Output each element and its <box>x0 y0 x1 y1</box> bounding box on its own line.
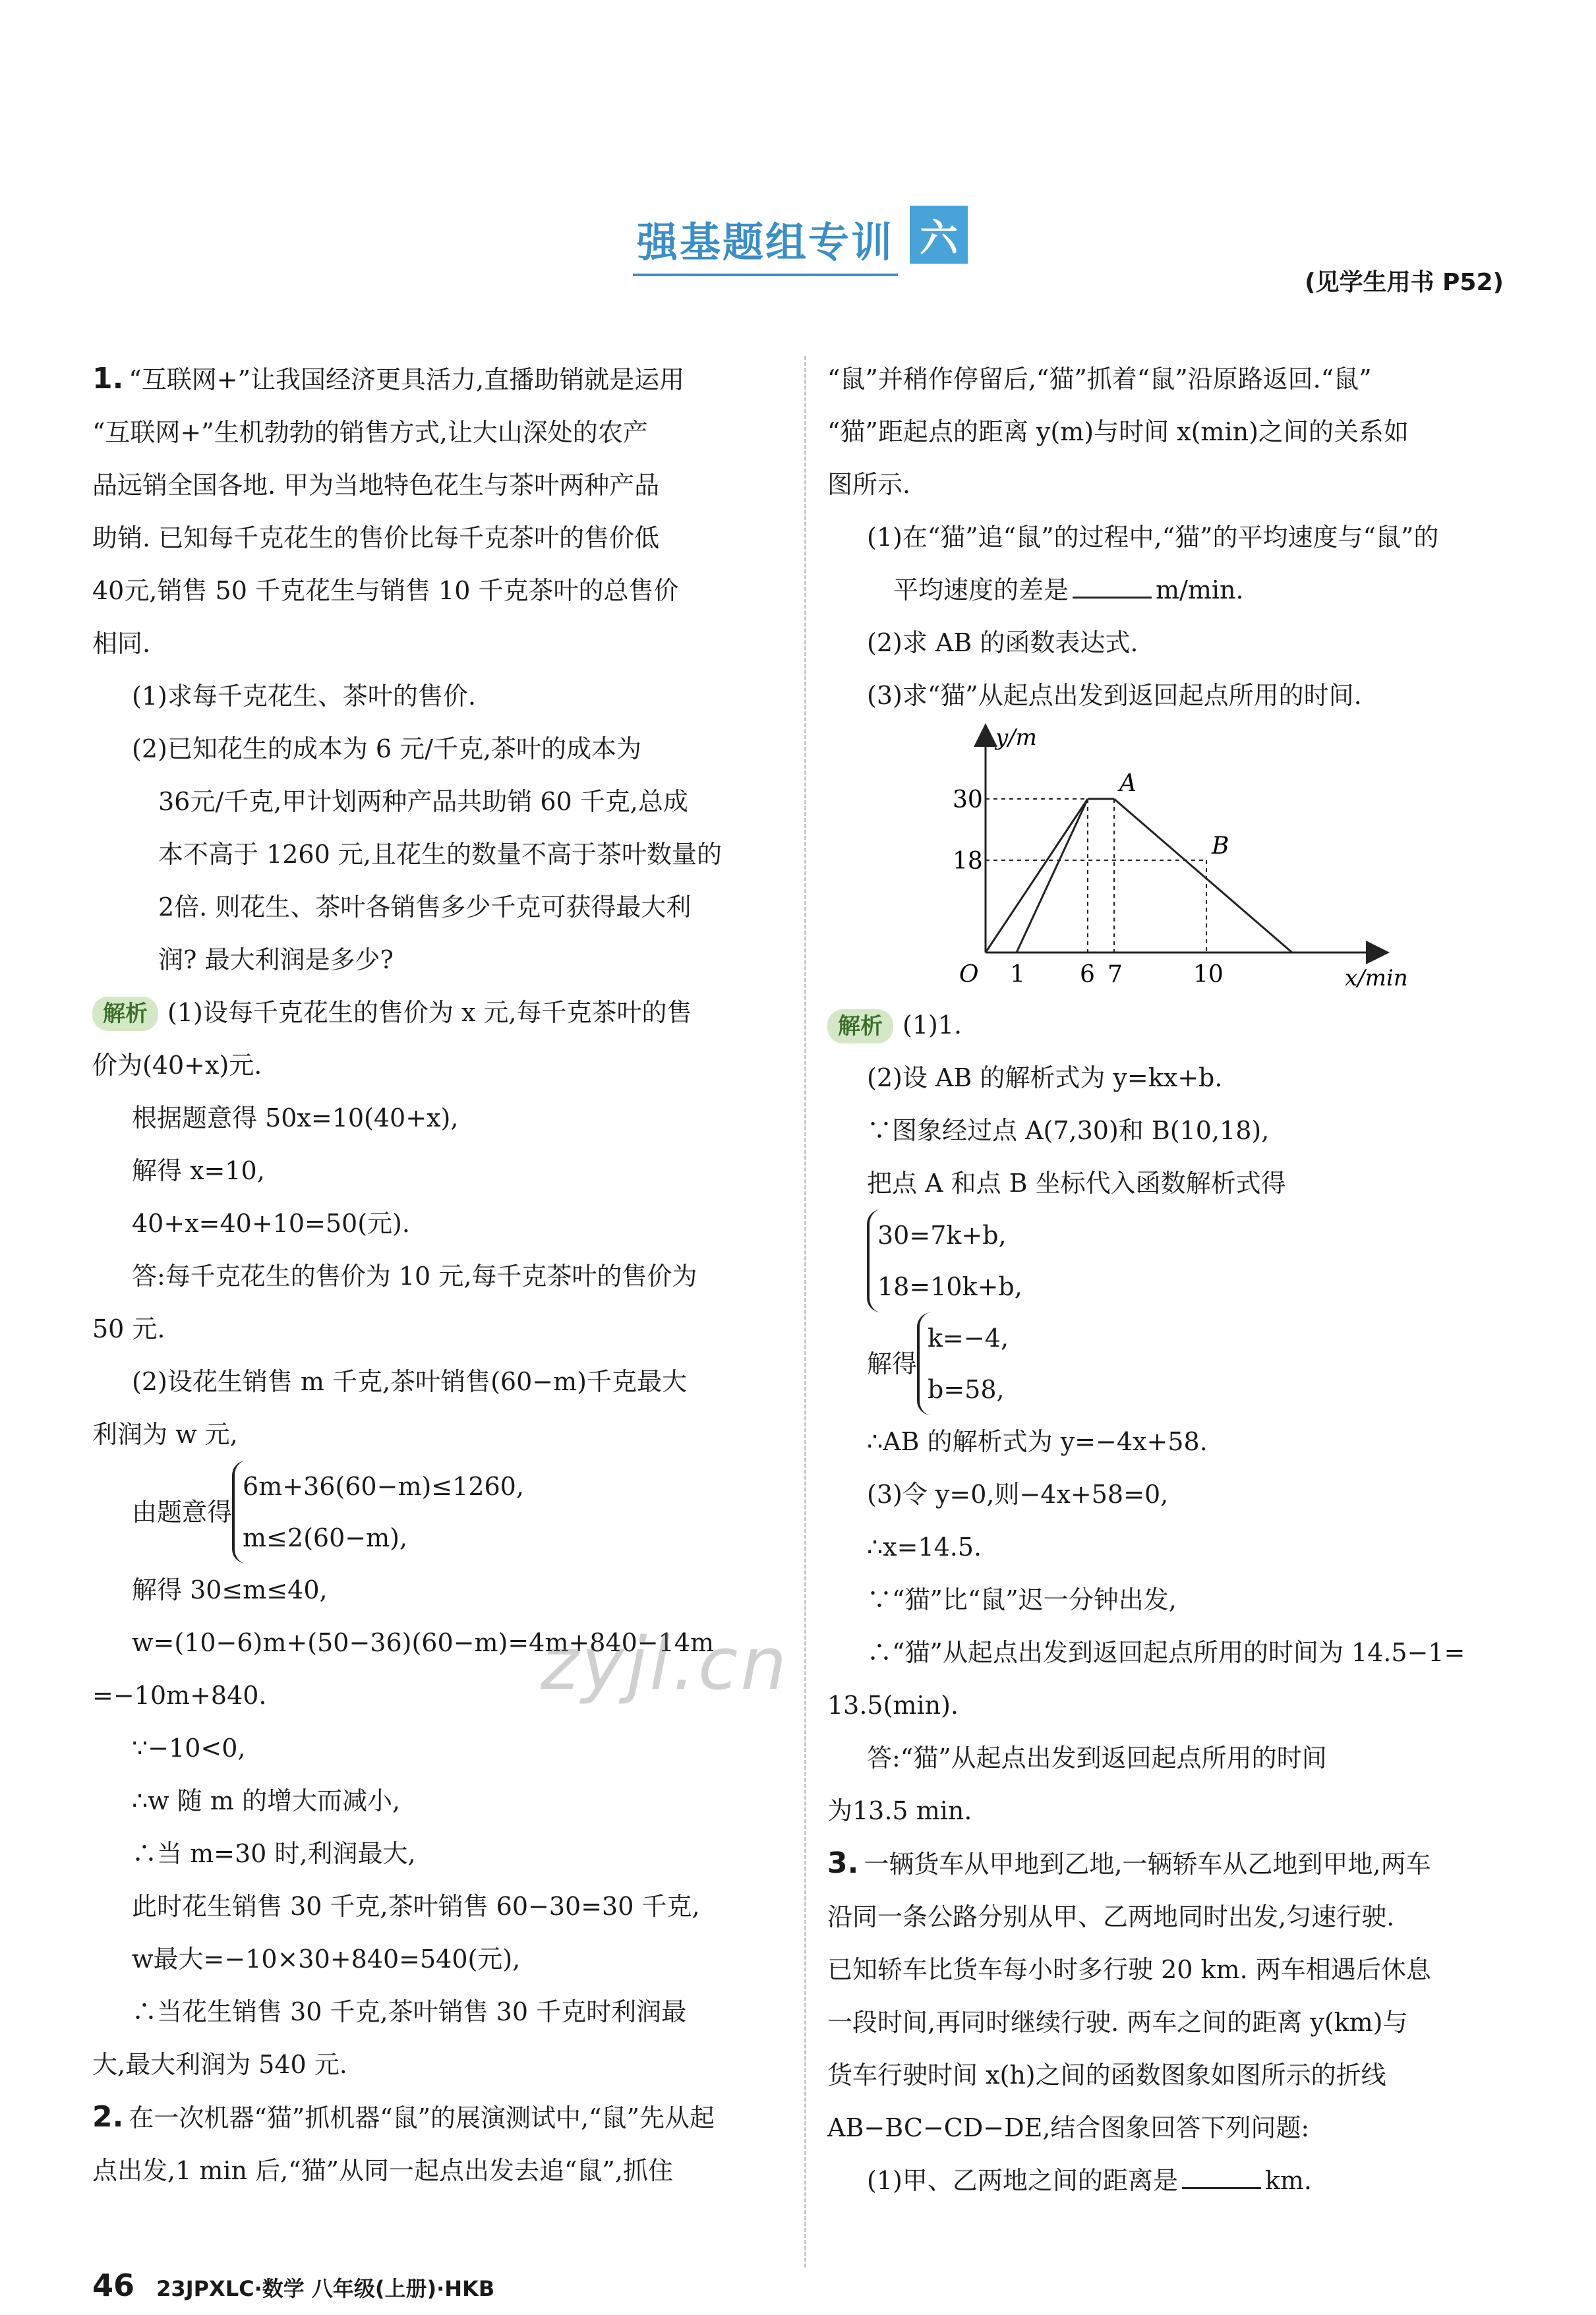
q2-line-0: 2. 在一次机器“猫”抓机器“鼠”的展演测试中,“鼠”先从起 <box>92 2100 715 2134</box>
cat-line <box>1017 799 1088 952</box>
x-tick: 7 <box>1108 961 1123 988</box>
footer <box>92 2268 494 2303</box>
watermark: zyjl.cn <box>541 1622 790 1706</box>
origin-label: O <box>959 961 979 988</box>
x-tick: 6 <box>1080 961 1095 988</box>
q2-number: 2. <box>92 2100 124 2134</box>
q2-sub1: (1)在“猫”追“鼠”的过程中,“猫”的平均速度与“鼠”的 <box>867 523 1439 552</box>
q2-system-brace <box>867 1210 1022 1312</box>
q1-solution-line: =−10m+840. <box>92 1681 267 1710</box>
solution-tag: 解析 <box>92 997 158 1031</box>
q2-solution-line: ∴AB 的解析式为 y=−4x+58. <box>867 1427 1208 1456</box>
q1-line: 相同. <box>92 629 151 658</box>
q2-system-line: b=58, <box>928 1375 1005 1404</box>
q2-system-label: 解得 <box>867 1349 918 1378</box>
q2-line: 点出发,1 min 后,“猫”从同一起点出发去追“鼠”,抓住 <box>92 2156 673 2185</box>
q3-line: 货车行驶时间 x(h)之间的函数图象如图所示的折线 <box>827 2061 1386 2090</box>
q1-solution-line: 答:每千克花生的售价为 10 元,每千克茶叶的售价为 <box>132 1262 697 1291</box>
q3-line: 一段时间,再同时继续行驶. 两车之间的距离 y(km)与 <box>827 2008 1408 2037</box>
y-tick: 30 <box>953 786 983 813</box>
q2-line: 图所示. <box>827 470 911 499</box>
solution-tag: 解析 <box>827 1009 893 1043</box>
q1-line: 40元,销售 50 千克花生与销售 10 千克茶叶的总售价 <box>92 576 679 605</box>
q1-solution-line: 解得 x=10, <box>132 1156 265 1185</box>
q2-line: “鼠”并稍作停留后,“猫”抓着“鼠”沿原路返回.“鼠” <box>827 365 1372 394</box>
y-tick: 18 <box>953 848 983 875</box>
answer-blank[interactable] <box>1182 2161 1261 2189</box>
q3-number: 3. <box>827 1846 859 1880</box>
q1-sub2-line: (2)已知花生的成本为 6 元/千克,茶叶的成本为 <box>132 734 642 763</box>
q2-solution-line: 答:“猫”从起点出发到返回起点所用的时间 <box>867 1744 1327 1773</box>
q1-line: “互联网+”生机勃勃的销售方式,让大山深处的农产 <box>92 418 648 447</box>
column-divider <box>804 356 806 2268</box>
right-column <box>827 353 1510 2207</box>
q1-solution-line: 根据题意得 50x=10(40+x), <box>132 1103 459 1132</box>
q2-system-brace <box>917 1312 1009 1415</box>
q1-solution-line: 大,最大利润为 540 元. <box>92 2050 347 2079</box>
x-tick: 1 <box>1010 961 1025 988</box>
q1-line: 品远销全国各地. 甲为当地特色花生与茶叶两种产品 <box>92 471 660 500</box>
q1-solution-line: ∴w 随 m 的增大而减小, <box>132 1786 401 1815</box>
q2-solution-line: ∵“猫”比“鼠”迟一分钟出发, <box>867 1585 1177 1614</box>
q3-line: 沿同一条公路分别从甲、乙两地同时出发,匀速行驶. <box>827 1902 1395 1931</box>
section-title <box>633 210 958 276</box>
q2-solution-line: 13.5(min). <box>827 1691 959 1720</box>
q3-line: AB−BC−CD−DE,结合图象回答下列问题: <box>827 2113 1310 2142</box>
q3-line: 已知轿车比货车每小时多行驶 20 km. 两车相遇后休息 <box>827 1955 1431 1984</box>
q2-system-1 <box>827 1210 1510 1312</box>
q2-solution-line: 为13.5 min. <box>827 1796 972 1825</box>
q1-solution-line: 此时花生销售 30 千克,茶叶销售 60−30=30 千克, <box>132 1892 700 1921</box>
mouse-line <box>986 799 1088 952</box>
q2-solution-line: ∵图象经过点 A(7,30)和 B(10,18), <box>867 1116 1270 1145</box>
q2-solution-line: 解析 (1)1. <box>827 999 1510 1051</box>
x-tick: 10 <box>1193 961 1224 988</box>
section-title-text: 强基题组专训 <box>633 210 898 276</box>
q1-sub2-line: 润? 最大利润是多少? <box>158 945 394 974</box>
q2-system-line: 30=7k+b, <box>877 1221 1007 1250</box>
q2-solution-line: (3)令 y=0,则−4x+58=0, <box>867 1480 1169 1509</box>
q1-solution-line: w最大=−10×30+840=540(元), <box>132 1945 521 1974</box>
q2-solution-line: ∴“猫”从起点出发到返回起点所用的时间为 14.5−1= <box>867 1638 1465 1667</box>
q1-system-label: 由题意得 <box>132 1498 233 1527</box>
footer-info: 23JPXLC·数学 八年级(上册)·HKB <box>156 2276 495 2301</box>
q1-system <box>92 1461 781 1564</box>
q1-solution-line: 40+x=40+10=50(元). <box>132 1209 410 1238</box>
q1-system-line: m≤2(60−m), <box>243 1523 408 1552</box>
q1-sub1: (1)求每千克花生、茶叶的售价. <box>132 682 476 711</box>
q2-graph <box>923 724 1408 1009</box>
point-a-label: A <box>1119 770 1137 797</box>
q1-sub2-line: 36元/千克,甲计划两种产品共助销 60 千克,总成 <box>158 787 688 816</box>
x-axis-label: x/min <box>1345 965 1408 991</box>
q1-sub2-line: 本不高于 1260 元,且花生的数量不高于茶叶数量的 <box>158 840 722 869</box>
page-number: 46 <box>92 2268 135 2303</box>
q2-sub1-answer: 平均速度的差是 m/min. <box>827 564 1510 616</box>
q3-sub1: (1)甲、乙两地之间的距离是 km. <box>827 2154 1510 2207</box>
q1-solution-line: ∴当花生销售 30 千克,茶叶销售 30 千克时利润最 <box>132 1997 687 2026</box>
left-column <box>92 353 781 2197</box>
q2-solution-line: (2)设 AB 的解析式为 y=kx+b. <box>867 1063 1223 1092</box>
point-b-label: B <box>1212 833 1229 860</box>
q1-system-line: 6m+36(60−m)≤1260, <box>243 1472 524 1501</box>
q1-solution-line: 价为(40+x)元. <box>92 1051 262 1080</box>
q2-sub2: (2)求 AB 的函数表达式. <box>867 628 1138 657</box>
q1-system-brace <box>232 1461 524 1564</box>
q1-sub2-line: 2倍. 则花生、茶叶各销售多少千克可获得最大利 <box>158 893 692 922</box>
q2-system-line: k=−4, <box>928 1324 1009 1353</box>
q2-solution-line: 把点 A 和点 B 坐标代入函数解析式得 <box>867 1169 1286 1198</box>
q2-solution-line: ∴x=14.5. <box>867 1533 982 1562</box>
q2-sub3: (3)求“猫”从起点出发到返回起点所用的时间. <box>867 681 1362 710</box>
reference-note: (见学生用书 P52) <box>1305 269 1504 296</box>
q1-solution-line: 解析 (1)设每千克花生的售价为 x 元,每千克茶叶的售 <box>92 986 781 1039</box>
q1-solution-line: ∴当 m=30 时,利润最大, <box>132 1839 416 1868</box>
q1-line: 助销. 已知每千克花生的售价比每千克茶叶的售价低 <box>92 523 660 552</box>
q1-solution-line: 利润为 w 元, <box>92 1420 238 1449</box>
section-badge: 六 <box>910 206 968 264</box>
q2-system-2 <box>827 1312 1510 1415</box>
q2-line: “猫”距起点的距离 y(m)与时间 x(min)之间的关系如 <box>827 417 1409 446</box>
q1-solution-line: ∵−10<0, <box>132 1734 246 1763</box>
y-axis-label: y/m <box>995 724 1037 751</box>
answer-blank[interactable] <box>1073 570 1152 599</box>
q1-solution-line: (2)设花生销售 m 千克,茶叶销售(60−m)千克最大 <box>132 1367 687 1396</box>
q1-solution-line: w=(10−6)m+(50−36)(60−m)=4m+840−14m <box>132 1628 714 1657</box>
return-line <box>1114 799 1292 952</box>
q2-system-line: 18=10k+b, <box>877 1272 1022 1301</box>
q1-number: 1. <box>92 362 124 396</box>
q1-line-0: 1. “互联网+”让我国经济更具活力,直播助销就是运用 <box>92 362 685 396</box>
q1-solution-line: 解得 30≤m≤40, <box>132 1575 328 1604</box>
q1-solution-line: 50 元. <box>92 1314 165 1343</box>
q3-line-0: 3. 一辆货车从甲地到乙地,一辆轿车从乙地到甲地,两车 <box>827 1846 1431 1880</box>
